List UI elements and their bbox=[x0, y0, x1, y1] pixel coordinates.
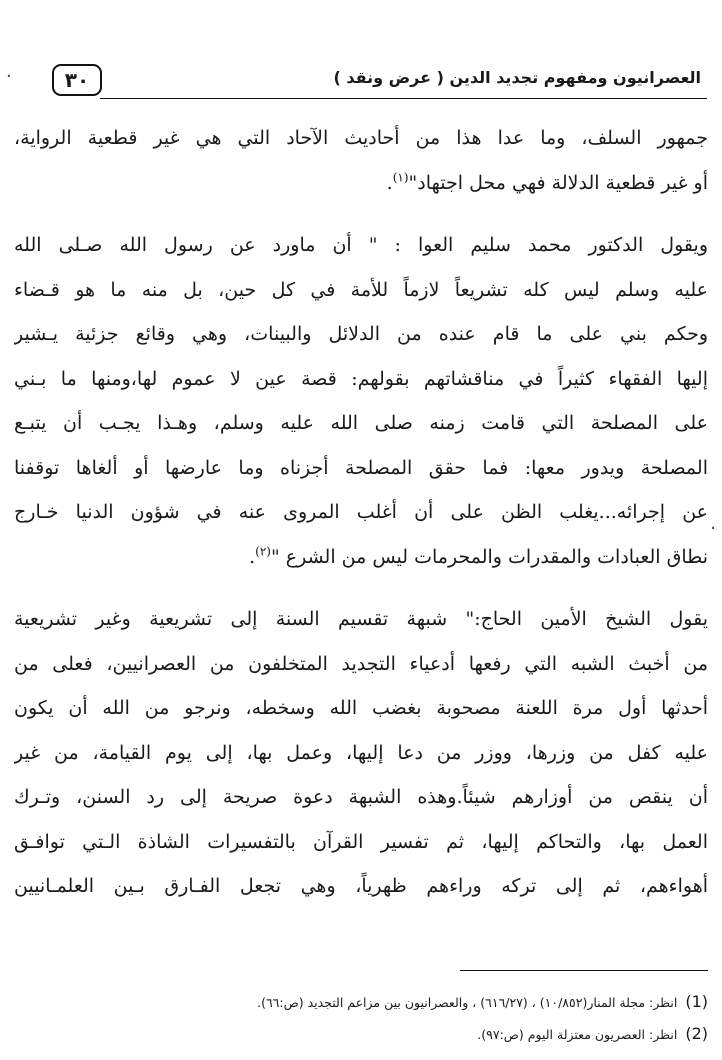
running-title: العصرانيون ومفهوم تجديد الدين ( عرض ونقد ) bbox=[333, 68, 701, 87]
footnote-ref[interactable]: (٢) bbox=[255, 544, 271, 559]
end-punctuation: . bbox=[249, 545, 256, 568]
footnote-number: (1) bbox=[685, 992, 708, 1011]
footnote-2 bbox=[14, 1018, 708, 1050]
text-line: أحدثها أول مرة اللعنة مصحوبة بغضب الله وسخطه، ونرجو من الله أن يكون bbox=[14, 697, 708, 719]
footnotes bbox=[14, 986, 708, 1050]
footnote-text: انظر: العصريون معتزلة اليوم (ص:٩٧). bbox=[477, 1027, 678, 1042]
text-line: يقول الشيخ الأمين الحاج:" شبهة تقسيم السنة إلى تشريعية وغير تشريعية bbox=[14, 608, 708, 630]
page-header bbox=[52, 64, 707, 104]
paragraph bbox=[14, 597, 708, 909]
footnote-separator bbox=[460, 970, 708, 971]
text-line: ويقول الدكتور محمد سليم العوا : " أن ماورد عن رسول الله صـلى الله bbox=[14, 234, 708, 256]
paragraph bbox=[14, 116, 708, 205]
text-line: على المصلحة التي قامت زمنه صلى الله عليه وسلم، وهـذا يجـب أن يتبـع bbox=[14, 412, 708, 434]
text-line: المصلحة ويدور معها: فما حقق المصلحة أجزناه وما عارضها أو ألغاها توقفنا bbox=[14, 456, 708, 479]
text-line: عليه كفل من وزرها، ووزر من دعا إليها، وعمل بها، إلى يوم القيامة، من غير bbox=[14, 741, 708, 764]
text-line-content: أو غير قطعية الدلالة فهي محل اجتهاد" bbox=[408, 171, 708, 194]
text-line: أهواءهم، ثم إلى تركه وراءهم ظهرياً، وهي تجعل الفـارق بـين العلمـانيين bbox=[14, 875, 708, 897]
margin-mark: · bbox=[6, 66, 12, 87]
footnote-text: انظر: مجلة المنار(١٠/٨٥٢) ، (٦١٦/٢٧) ، والعصرانيون بين مزاعم التجديد (ص:٦٦). bbox=[257, 995, 678, 1010]
text-line: أن ينقص من أوزارهم شيئاً.وهذه الشبهة دعوة صريحة إلى رد السنن، وتـرك bbox=[14, 786, 708, 808]
paragraph bbox=[14, 223, 708, 579]
footnote-ref[interactable]: (١) bbox=[392, 170, 409, 185]
page-number: ٣٠ bbox=[52, 64, 102, 96]
footnote-number: (2) bbox=[685, 1024, 708, 1043]
text-line-content: نطاق العبادات والمقدرات والمحرمات ليس من الشرع " bbox=[270, 545, 708, 568]
text-line: عن إجرائه...يغلب الظن على أن أغلب المروى عنه في شؤون الدنيا خـارج bbox=[14, 501, 708, 523]
text-line: العمل بها، والتحاكم إليها، ثم تفسير القرآن بالتفسيرات الشاذة الـتي توافـق bbox=[14, 830, 708, 853]
text-line bbox=[14, 535, 708, 580]
text-line: جمهور السلف، وما عدا هذا من أحاديث الآحاد التي هي غير قطعية الرواية، bbox=[14, 127, 708, 149]
margin-mark: · bbox=[710, 518, 716, 539]
text-line bbox=[14, 161, 708, 206]
text-line: من أخبث الشبه التي رفعها أدعياء التجديد المتخلفون من العصرانيين، فعلى من bbox=[14, 652, 708, 675]
text-line: وحكم بني على ما قام عنده من الدلائل والبينات، وهي وقائع جزئية يـشير bbox=[14, 323, 708, 345]
text-line: عليه وسلم ليس كله تشريعاً لازماً للأمة في كل حين، بل منه ما هو قـضاء bbox=[14, 278, 708, 301]
text-line: إليها الفقهاء كثيراً في مناقشاتهم بقولهم: قصة عين لا عموم لها،ومنها ما بـني bbox=[14, 367, 708, 390]
end-punctuation: . bbox=[386, 171, 393, 194]
header-rule bbox=[100, 98, 707, 99]
footnote-1 bbox=[14, 986, 708, 1018]
body-text bbox=[14, 116, 708, 909]
